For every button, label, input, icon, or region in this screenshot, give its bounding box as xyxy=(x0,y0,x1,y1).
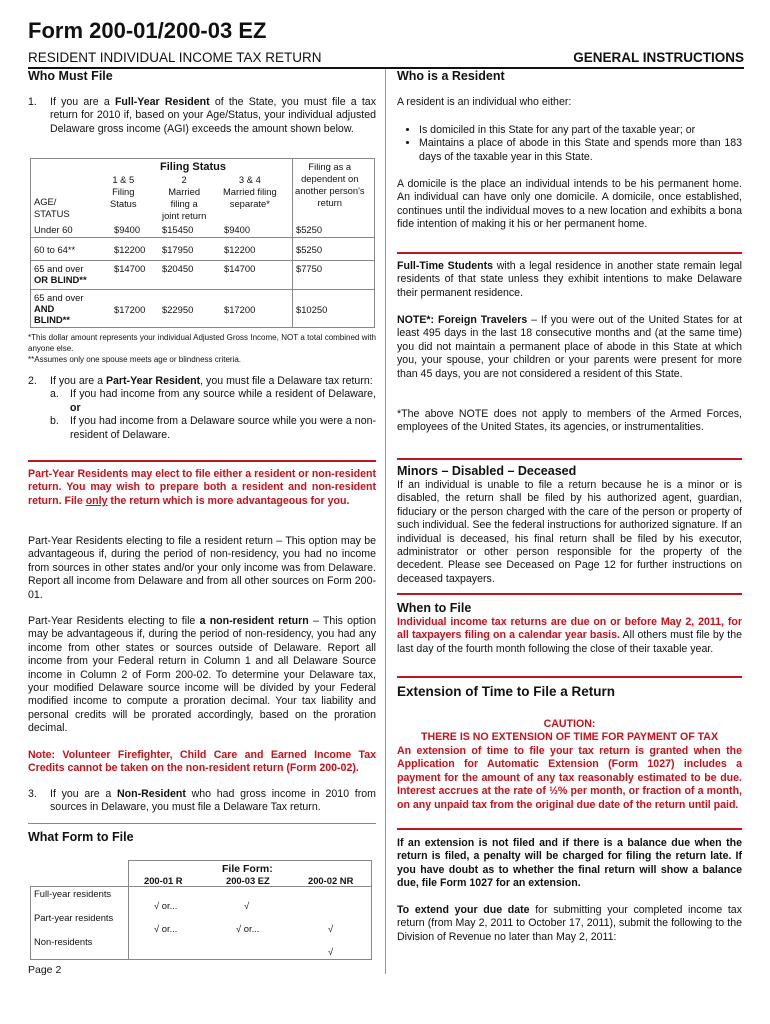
domicile-para: A domicile is the place an individual intends to be his permanent home. An individual can have only one domicile. A domicile, once established, continues until the individual moves to a new location and exhibits a bona fide intention of making it his or her permanent home. xyxy=(397,178,742,231)
item2a-letter: a. xyxy=(50,388,59,401)
cell: $17200 xyxy=(114,304,146,315)
row-label: 65 and over xyxy=(34,292,84,303)
section-rule xyxy=(397,676,742,678)
cell: $5250 xyxy=(296,244,323,255)
header-rule xyxy=(28,67,744,69)
age-status-label: AGE/ STATUS xyxy=(34,196,70,219)
check-cell: √ or... xyxy=(154,923,178,934)
what-form-title: What Form to File xyxy=(28,830,134,844)
col-header-200-03EZ: 200-03 EZ xyxy=(226,875,270,886)
resident-bullets xyxy=(397,124,742,164)
when-to-file-title: When to File xyxy=(397,601,472,615)
row-label-non-residents: Non-residents xyxy=(34,936,93,947)
credits-note: Note: Volunteer Firefighter, Child Care and Earned Income Tax Credits cannot be taken on the non-resident return (Form 200-02). xyxy=(28,749,376,775)
cell: $10250 xyxy=(296,304,328,315)
section-rule xyxy=(28,460,376,462)
row-label: Under 60 xyxy=(34,224,73,235)
armed-forces-note: *The above NOTE does not apply to members of the Armed Forces, employees of the United States, its agencies, or instrumentalities. xyxy=(397,408,742,434)
col4-header: Filing as a dependent on another person's return xyxy=(295,161,365,208)
row-label-bold: AND BLIND** xyxy=(34,303,70,325)
item2-number: 2. xyxy=(28,375,37,387)
no-extension-payment: THERE IS NO EXTENSION OF TIME FOR PAYMENT OF TAX xyxy=(420,731,719,743)
item2-bold: Part-Year Resident xyxy=(105,375,201,387)
item1-text-pre: If you are a xyxy=(50,96,115,108)
form-title: Form 200-01/200-03 EZ xyxy=(28,18,267,43)
cell: $9400 xyxy=(224,224,251,235)
minors-title: Minors – Disabled – Deceased xyxy=(397,464,577,478)
item1-bold: Full-Year Resident xyxy=(114,96,210,108)
col-header-200-02NR: 200-02 NR xyxy=(308,875,354,886)
row-label: 60 to 64** xyxy=(34,244,76,255)
section-rule xyxy=(397,458,742,460)
extension-granted-para: An extension of time to file your tax return is granted when the Application for Automatic Extension (Form 1027) includes a payment for the amount of any tax reasonably estimated to be due. Interest accrues at the rate of ½% per month, or fraction of a month, on any unpaid tax from the original due date of the return until paid. xyxy=(397,745,742,811)
check-cell: √ xyxy=(328,923,334,934)
item1-text-post: of the State, you must file a tax return for 2010 if, based on your Age/Status, your individual adjusted Delaware gross income (AGI) exceeds the amount shown below. xyxy=(50,96,376,135)
filing-status-table xyxy=(30,158,375,328)
item3-number: 3. xyxy=(28,788,37,800)
file-form-label: File Form: xyxy=(222,863,273,875)
when-to-file-para: Individual income tax returns are due on or before May 2, 2011, for all taxpayers filing on a calendar year basis. All others must file by the last day of the fourth month following the close of their taxable year. xyxy=(397,616,742,655)
cell: $12200 xyxy=(224,244,256,255)
item2b-letter: b. xyxy=(50,415,59,428)
col1-header: 1 & 5 Filing Status xyxy=(110,174,137,209)
item2 xyxy=(28,375,376,442)
extend-due-date-para: To extend your due date for submitting your completed income tax return (from May 2, 2011 to October 17, 2011), submit the following to the Division of Revenue no later than May 2, 2011: xyxy=(397,904,742,943)
row-label-part-year: Part-year residents xyxy=(34,912,114,923)
table-note-1: *This dollar amount represents your individual Adjusted Gross Income, NOT a total combined with anyone else. xyxy=(28,333,376,353)
foreign-travelers-note: NOTE*: Foreign Travelers – If you were out of the United States for at least 495 days in the last 18 consecutive months and (at the same time) you did not maintain a permanent place of abode in this State at which you, your spouse, your children or your parents were present for more than 45 days, you are not considered a resident of this State. xyxy=(397,314,743,380)
item2a-text: If you had income from any source while a resident of Delaware, xyxy=(70,388,376,401)
resident-intro: A resident is an individual who either: xyxy=(397,96,572,108)
item2-text-pre: If you are a xyxy=(50,375,106,387)
cell: $15450 xyxy=(162,224,194,235)
minors-para: If an individual is unable to file a return because he is a minor or is disabled, the return shall be filed by his authorized agent, guardian, fiduciary or the person charged with the care of the person or property of such individual. See the federal instructions for authorized signature. If an individual is deceased, his final return shall be filed by his executor, administrator or other person responsible for the property of the decedent. Please see Deceased on Page 12 for further instructions on deceased taxpayers. xyxy=(397,479,742,585)
section-rule xyxy=(397,252,742,254)
who-must-file-title: Who Must File xyxy=(28,69,113,83)
item2a-bold: or xyxy=(70,401,81,414)
students-para: Full-Time Students with a legal residence in another state remain legal residents of that state unless they exhibit intentions to make Delaware their permanent residence. xyxy=(397,260,742,299)
cell: $17200 xyxy=(224,304,256,315)
item1 xyxy=(28,96,376,136)
cell: $7750 xyxy=(296,263,323,274)
who-is-resident-title: Who is a Resident xyxy=(397,69,505,83)
section-rule xyxy=(397,828,742,830)
row-label-bold: OR BLIND** xyxy=(34,274,87,285)
part-year-election: Part-Year Residents may elect to file either a resident or non-resident return. You may wish to prepare both a resident and non-resident return. File only the return which is more advantageous for you. xyxy=(28,468,376,507)
check-cell: √ or... xyxy=(236,923,260,934)
col-header-200-01R: 200-01 R xyxy=(144,875,183,886)
cell: $20450 xyxy=(162,263,194,274)
check-cell: √ xyxy=(328,946,334,957)
cell: $14700 xyxy=(224,263,256,274)
page-number: Page 2 xyxy=(28,964,62,976)
extension-title: Extension of Time to File a Return xyxy=(397,684,616,699)
penalty-para: If an extension is not filed and if there is a balance due when the return is filed, a penalty will be charged for filing the return late. If you have doubt as to whether the final return will show a balance due, file Form 1027 for an extension. xyxy=(397,837,742,890)
right-heading: GENERAL INSTRUCTIONS xyxy=(573,50,744,65)
column-divider xyxy=(385,69,386,974)
item2b-text: If you had income from a Delaware source while you were a non-resident of Delaware. xyxy=(70,415,376,441)
section-rule xyxy=(397,593,742,595)
cell: $12200 xyxy=(114,244,146,255)
table-note-2: **Assumes only one spouse meets age or blindness criteria. xyxy=(28,355,241,364)
caution-label: CAUTION: xyxy=(543,718,596,730)
resident-bullet: • Maintains a place of abode in this State and spends more than 183 days of the taxable year in this State. xyxy=(419,137,742,164)
row-label-full-year: Full-year residents xyxy=(34,888,112,899)
cell: $14700 xyxy=(114,263,146,274)
cell: $22950 xyxy=(162,304,194,315)
filing-status-label: Filing Status xyxy=(160,161,226,173)
cell: $5250 xyxy=(296,224,323,235)
item1-number: 1. xyxy=(28,96,37,108)
cell: $9400 xyxy=(114,224,141,235)
left-heading: RESIDENT INDIVIDUAL INCOME TAX RETURN xyxy=(28,50,322,65)
nonresident-option-para: Part-Year Residents electing to file a non-resident return – This option may be advantageous if, during the period of non-residency, you had any income from other states or sources outside of Delaware. Report all income from your Federal return in Column 1 and all Delaware Source income in Column 2 of Form 200-02. To determine your Delaware tax, your modified Delaware source income will be divided by your Federal modified income to compute a proration decimal. Your tax liability and personal credits will be prorated accordingly, based on the proration decimal. xyxy=(28,615,376,735)
resident-bullet: • Is domiciled in this State for any part of the taxable year; or xyxy=(419,124,742,137)
file-form-table xyxy=(30,860,372,960)
item2-text-post: , you must file a Delaware tax return: xyxy=(200,375,373,387)
cell: $17950 xyxy=(162,244,194,255)
check-cell: √ or... xyxy=(154,900,178,911)
col3-header: 3 & 4 Married filing separate* xyxy=(223,174,277,209)
item3: 3. If you are a Non-Resident who had gross income in 2010 from sources in Delaware, you must file a Delaware Tax return. xyxy=(28,788,376,814)
resident-option-para: Part-Year Residents electing to file a resident return – This option may be advantageous if, during the period of non-residency, you had no income from sources in other states and/or your only income was from Delaware. Report all income from Delaware and from all other sources on Form 200-01. xyxy=(28,535,376,601)
col2-header: 2 Married filing a joint return xyxy=(162,174,207,221)
left-bottom-rule xyxy=(28,823,376,824)
row-label: 65 and over xyxy=(34,263,84,274)
check-cell: √ xyxy=(244,900,250,911)
